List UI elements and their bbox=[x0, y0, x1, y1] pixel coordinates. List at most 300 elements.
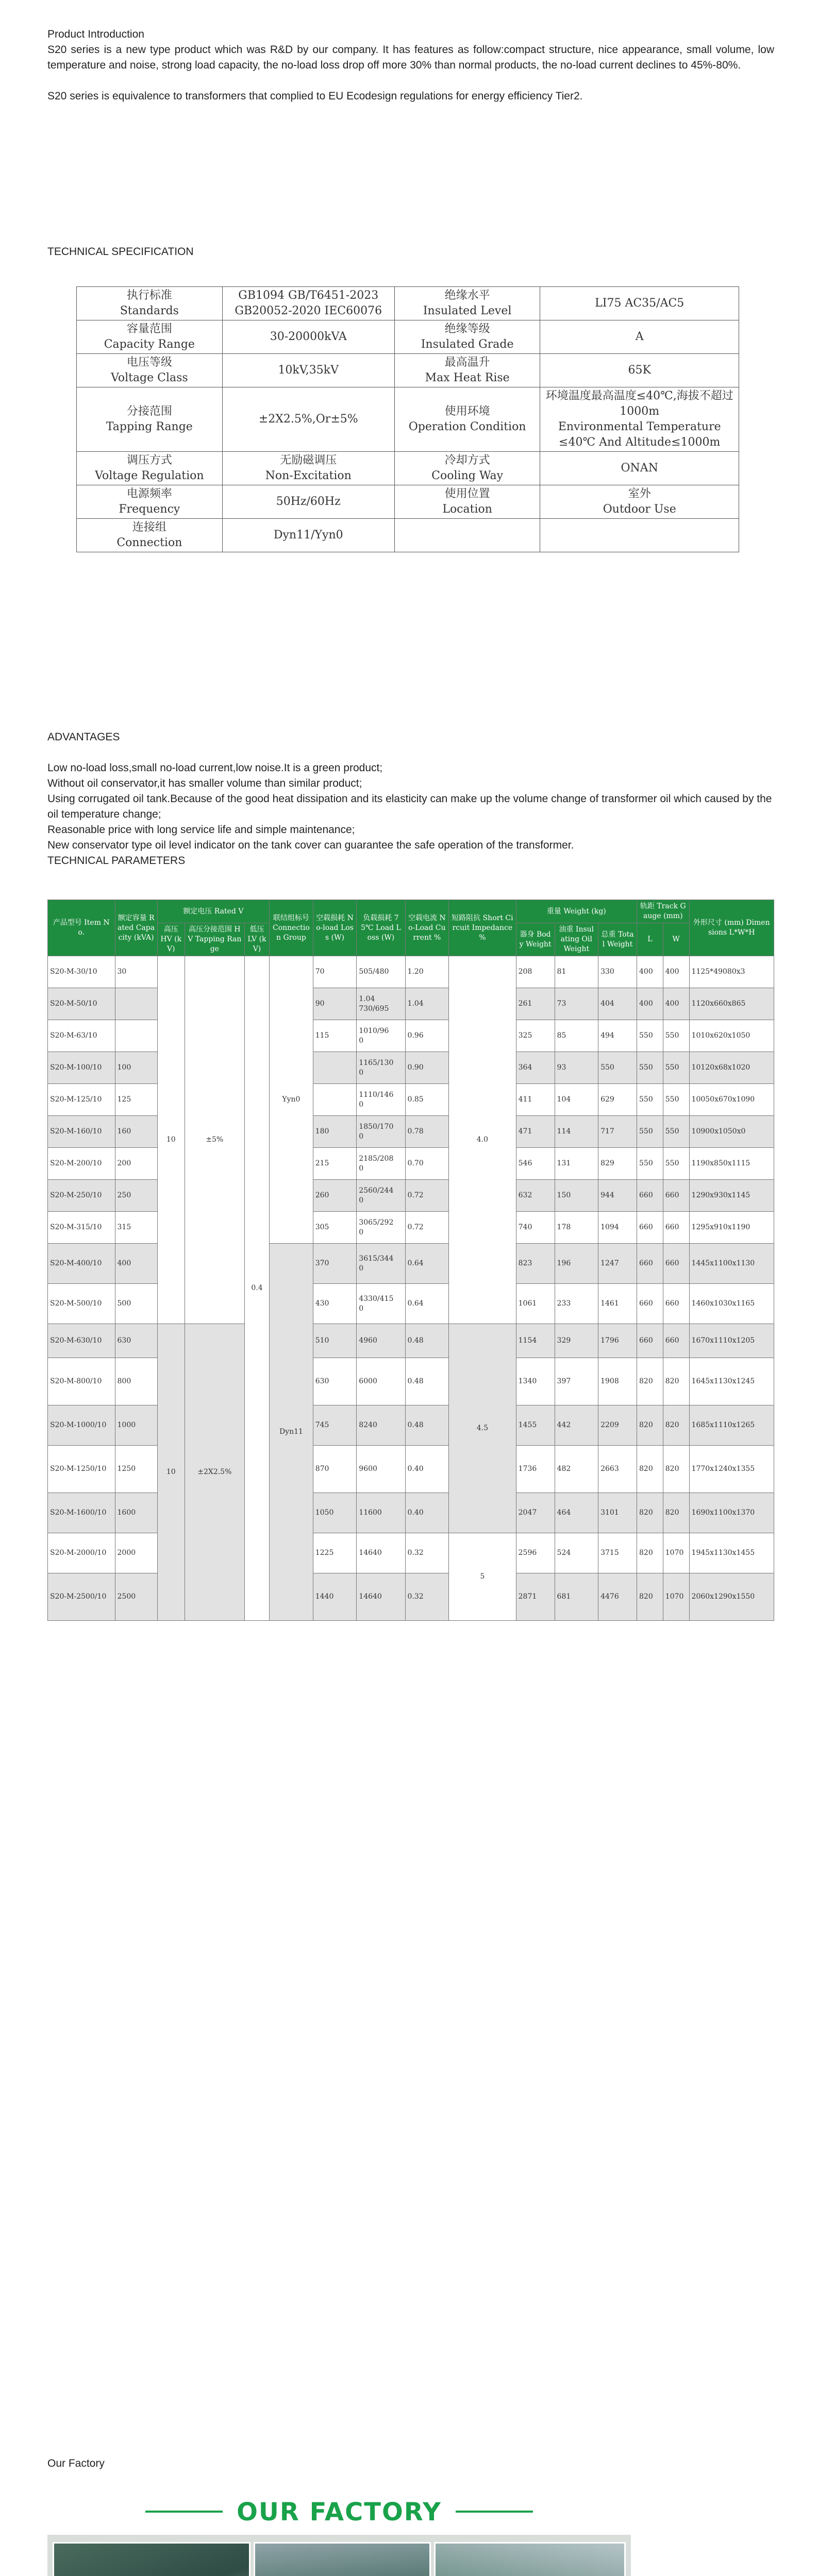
hv-tap-cell: ±5% bbox=[185, 956, 244, 1324]
head-dimensions: 外形尺寸 (mm) Dimensions L*W*H bbox=[689, 900, 774, 956]
spec-row bbox=[77, 452, 739, 485]
head-lv: 低压 LV (kV) bbox=[244, 923, 269, 956]
track-w-cell: 1070 bbox=[663, 1533, 689, 1573]
noload-loss-cell bbox=[313, 1052, 357, 1084]
noload-current-cell: 0.96 bbox=[405, 1020, 449, 1052]
body-weight-cell: 471 bbox=[516, 1116, 555, 1148]
track-w-cell: 550 bbox=[663, 1116, 689, 1148]
dimensions-cell: 1945x1130x1455 bbox=[689, 1533, 774, 1573]
capacity-cell: 1250 bbox=[115, 1446, 157, 1493]
spec-value: 30-20000kVA bbox=[222, 320, 394, 354]
oil-weight-cell: 681 bbox=[555, 1573, 598, 1621]
spec-value: A bbox=[540, 320, 739, 354]
params-row bbox=[48, 1116, 774, 1148]
dimensions-cell: 1190x850x1115 bbox=[689, 1148, 774, 1180]
load-loss-cell: 9600 bbox=[357, 1446, 405, 1493]
spec-row bbox=[77, 320, 739, 354]
total-weight-cell: 550 bbox=[598, 1052, 637, 1084]
track-l-cell: 820 bbox=[637, 1533, 663, 1573]
noload-current-cell: 0.64 bbox=[405, 1284, 449, 1324]
track-l-cell: 550 bbox=[637, 1148, 663, 1180]
body-weight-cell: 823 bbox=[516, 1244, 555, 1284]
load-loss-cell: 8240 bbox=[357, 1405, 405, 1446]
noload-current-cell: 0.64 bbox=[405, 1244, 449, 1284]
body-weight-cell: 1455 bbox=[516, 1405, 555, 1446]
advantages-title: ADVANTAGES bbox=[47, 731, 120, 743]
model-cell: S20-M-30/10 bbox=[48, 956, 115, 988]
noload-loss-cell: 1440 bbox=[313, 1573, 357, 1621]
params-title: TECHNICAL PARAMETERS bbox=[47, 855, 186, 867]
total-weight-cell: 404 bbox=[598, 988, 637, 1020]
body-weight-cell: 632 bbox=[516, 1180, 555, 1212]
factory-banner bbox=[47, 2488, 631, 2535]
spec-label: 电压等级 Voltage Class bbox=[77, 354, 223, 387]
noload-current-cell: 0.85 bbox=[405, 1084, 449, 1116]
track-l-cell: 400 bbox=[637, 988, 663, 1020]
spec-value: 65K bbox=[540, 354, 739, 387]
oil-weight-cell: 114 bbox=[555, 1116, 598, 1148]
load-loss-cell: 11600 bbox=[357, 1493, 405, 1533]
load-loss-cell: 2185/208 0 bbox=[357, 1148, 405, 1180]
model-cell: S20-M-160/10 bbox=[48, 1116, 115, 1148]
head-hv: 高压 HV (kV) bbox=[157, 923, 185, 956]
noload-current-cell: 0.70 bbox=[405, 1148, 449, 1180]
total-weight-cell: 1461 bbox=[598, 1284, 637, 1324]
total-weight-cell: 2209 bbox=[598, 1405, 637, 1446]
noload-current-cell: 0.48 bbox=[405, 1324, 449, 1358]
params-row bbox=[48, 1244, 774, 1284]
params-row bbox=[48, 1533, 774, 1573]
dimensions-cell: 1295x910x1190 bbox=[689, 1212, 774, 1244]
head-noload-loss: 空载损耗 No-load Loss (W) bbox=[313, 900, 357, 956]
track-w-cell: 550 bbox=[663, 1052, 689, 1084]
advantage-item: New conservator type oil level indicator on the tank cover can guarantee the safe operation of the transformer. bbox=[47, 839, 574, 851]
load-loss-cell: 1165/130 0 bbox=[357, 1052, 405, 1084]
oil-weight-cell: 329 bbox=[555, 1324, 598, 1358]
track-l-cell: 820 bbox=[637, 1573, 663, 1621]
head-connection: 联结组标号 Connection Group bbox=[270, 900, 313, 956]
track-l-cell: 550 bbox=[637, 1020, 663, 1052]
lv-cell: 0.4 bbox=[244, 956, 269, 1621]
params-row bbox=[48, 1324, 774, 1358]
spec-label: 分接范围 Tapping Range bbox=[77, 387, 223, 452]
spec-value: 室外 Outdoor Use bbox=[540, 485, 739, 519]
track-w-cell: 820 bbox=[663, 1405, 689, 1446]
noload-loss-cell: 370 bbox=[313, 1244, 357, 1284]
body-weight-cell: 2871 bbox=[516, 1573, 555, 1621]
track-l-cell: 400 bbox=[637, 956, 663, 988]
load-loss-cell: 3065/292 0 bbox=[357, 1212, 405, 1244]
params-row bbox=[48, 1405, 774, 1446]
track-l-cell: 660 bbox=[637, 1284, 663, 1324]
model-cell: S20-M-1000/10 bbox=[48, 1405, 115, 1446]
total-weight-cell: 2663 bbox=[598, 1446, 637, 1493]
total-weight-cell: 3715 bbox=[598, 1533, 637, 1573]
load-loss-cell: 1010/96 0 bbox=[357, 1020, 405, 1052]
track-w-cell: 400 bbox=[663, 988, 689, 1020]
spec-label: 使用位置 Location bbox=[394, 485, 540, 519]
dimensions-cell: 1120x660x865 bbox=[689, 988, 774, 1020]
total-weight-cell: 4476 bbox=[598, 1573, 637, 1621]
head-track-gauge: 轨距 Track Gauge (mm) bbox=[637, 900, 690, 923]
track-l-cell: 820 bbox=[637, 1405, 663, 1446]
spec-row bbox=[77, 387, 739, 452]
model-cell: S20-M-250/10 bbox=[48, 1180, 115, 1212]
model-cell: S20-M-800/10 bbox=[48, 1358, 115, 1405]
model-cell: S20-M-1250/10 bbox=[48, 1446, 115, 1493]
model-cell: S20-M-50/10 bbox=[48, 988, 115, 1020]
capacity-cell: 1000 bbox=[115, 1405, 157, 1446]
impedance-cell: 4.5 bbox=[449, 1324, 516, 1533]
head-total-weight: 总重 Total Weight bbox=[598, 923, 637, 956]
oil-weight-cell: 196 bbox=[555, 1244, 598, 1284]
load-loss-cell: 14640 bbox=[357, 1533, 405, 1573]
spec-row bbox=[77, 519, 739, 552]
params-table bbox=[47, 900, 774, 1621]
noload-current-cell: 0.72 bbox=[405, 1180, 449, 1212]
total-weight-cell: 1796 bbox=[598, 1324, 637, 1358]
spec-table bbox=[76, 286, 739, 552]
factory-banner-text: OUR FACTORY bbox=[237, 2498, 442, 2527]
body-weight-cell: 261 bbox=[516, 988, 555, 1020]
capacity-cell: 500 bbox=[115, 1284, 157, 1324]
head-load-loss: 负载损耗 75℃ Load Loss (W) bbox=[357, 900, 405, 956]
model-cell: S20-M-63/10 bbox=[48, 1020, 115, 1052]
dimensions-cell: 10900x1050x0 bbox=[689, 1116, 774, 1148]
body-weight-cell: 2047 bbox=[516, 1493, 555, 1533]
track-w-cell: 660 bbox=[663, 1180, 689, 1212]
noload-loss-cell: 90 bbox=[313, 988, 357, 1020]
noload-loss-cell: 115 bbox=[313, 1020, 357, 1052]
spec-label: 调压方式 Voltage Regulation bbox=[77, 452, 223, 485]
oil-weight-cell: 397 bbox=[555, 1358, 598, 1405]
total-weight-cell: 629 bbox=[598, 1084, 637, 1116]
head-rated-voltage: 额定电压 Rated V bbox=[157, 900, 269, 923]
params-row bbox=[48, 1020, 774, 1052]
capacity-cell bbox=[115, 988, 157, 1020]
track-w-cell: 660 bbox=[663, 1244, 689, 1284]
impedance-cell: 4.0 bbox=[449, 956, 516, 1324]
total-weight-cell: 3101 bbox=[598, 1493, 637, 1533]
noload-current-cell: 0.78 bbox=[405, 1116, 449, 1148]
capacity-cell: 200 bbox=[115, 1148, 157, 1180]
model-cell: S20-M-2000/10 bbox=[48, 1533, 115, 1573]
noload-current-cell: 0.32 bbox=[405, 1533, 449, 1573]
noload-current-cell: 1.04 bbox=[405, 988, 449, 1020]
model-cell: S20-M-400/10 bbox=[48, 1244, 115, 1284]
track-w-cell: 820 bbox=[663, 1358, 689, 1405]
total-weight-cell: 944 bbox=[598, 1180, 637, 1212]
model-cell: S20-M-200/10 bbox=[48, 1148, 115, 1180]
model-cell: S20-M-100/10 bbox=[48, 1052, 115, 1084]
total-weight-cell: 829 bbox=[598, 1148, 637, 1180]
track-w-cell: 820 bbox=[663, 1493, 689, 1533]
oil-weight-cell: 464 bbox=[555, 1493, 598, 1533]
factory-collage bbox=[47, 2488, 631, 2576]
dimensions-cell: 1125*49080x3 bbox=[689, 956, 774, 988]
body-weight-cell: 325 bbox=[516, 1020, 555, 1052]
hv-cell: 10 bbox=[157, 956, 185, 1324]
oil-weight-cell: 442 bbox=[555, 1405, 598, 1446]
capacity-cell: 250 bbox=[115, 1180, 157, 1212]
model-cell: S20-M-1600/10 bbox=[48, 1493, 115, 1533]
spec-label: 连接组 Connection bbox=[77, 519, 223, 552]
body-weight-cell: 740 bbox=[516, 1212, 555, 1244]
factory-photo-warehouse bbox=[434, 2542, 626, 2576]
body-weight-cell: 411 bbox=[516, 1084, 555, 1116]
dimensions-cell: 1670x1110x1205 bbox=[689, 1324, 774, 1358]
connection-cell: Yyn0 bbox=[270, 956, 313, 1244]
oil-weight-cell: 524 bbox=[555, 1533, 598, 1573]
body-weight-cell: 546 bbox=[516, 1148, 555, 1180]
advantage-item: Low no-load loss,small no-load current,low noise.It is a green product; bbox=[47, 762, 383, 774]
spec-value bbox=[540, 519, 739, 552]
dimensions-cell: 1770x1240x1355 bbox=[689, 1446, 774, 1493]
spec-value: ±2X2.5%,Or±5% bbox=[222, 387, 394, 452]
track-w-cell: 660 bbox=[663, 1284, 689, 1324]
track-w-cell: 1070 bbox=[663, 1573, 689, 1621]
load-loss-cell: 6000 bbox=[357, 1358, 405, 1405]
dimensions-cell: 1460x1030x1165 bbox=[689, 1284, 774, 1324]
noload-loss-cell: 1225 bbox=[313, 1533, 357, 1573]
head-body-weight: 器身 Body Weight bbox=[516, 923, 555, 956]
track-l-cell: 550 bbox=[637, 1084, 663, 1116]
factory-photo-assembly bbox=[254, 2542, 431, 2576]
head-impedance: 短路阻抗 Short Circuit Impedance % bbox=[449, 900, 516, 956]
spec-label: 使用环境 Operation Condition bbox=[394, 387, 540, 452]
noload-loss-cell: 745 bbox=[313, 1405, 357, 1446]
head-hv-tap: 高压分接范围 HV Tapping Range bbox=[185, 923, 244, 956]
body-weight-cell: 1736 bbox=[516, 1446, 555, 1493]
params-row bbox=[48, 1148, 774, 1180]
intro-paragraph: S20 series is a new type product which was R&D by our company. It has features as follow:compact structure, nice appearance, small volume, low temperature and noise, strong load capacity, the no-load loss drop off more 30% than normal products, the no-load current declines to 45%-80%. bbox=[47, 44, 774, 71]
track-w-cell: 550 bbox=[663, 1020, 689, 1052]
params-row bbox=[48, 1052, 774, 1084]
params-row bbox=[48, 1084, 774, 1116]
noload-loss-cell: 870 bbox=[313, 1446, 357, 1493]
oil-weight-cell: 150 bbox=[555, 1180, 598, 1212]
noload-loss-cell: 510 bbox=[313, 1324, 357, 1358]
track-l-cell: 550 bbox=[637, 1052, 663, 1084]
track-l-cell: 660 bbox=[637, 1324, 663, 1358]
noload-current-cell: 0.32 bbox=[405, 1573, 449, 1621]
capacity-cell: 630 bbox=[115, 1324, 157, 1358]
noload-loss-cell: 180 bbox=[313, 1116, 357, 1148]
oil-weight-cell: 85 bbox=[555, 1020, 598, 1052]
dimensions-cell: 10050x670x1090 bbox=[689, 1084, 774, 1116]
params-row bbox=[48, 1573, 774, 1621]
track-w-cell: 820 bbox=[663, 1446, 689, 1493]
dimensions-cell: 2060x1290x1550 bbox=[689, 1573, 774, 1621]
load-loss-cell: 2560/244 0 bbox=[357, 1180, 405, 1212]
total-weight-cell: 717 bbox=[598, 1116, 637, 1148]
body-weight-cell: 1154 bbox=[516, 1324, 555, 1358]
params-row bbox=[48, 1212, 774, 1244]
total-weight-cell: 330 bbox=[598, 956, 637, 988]
capacity-cell: 315 bbox=[115, 1212, 157, 1244]
track-w-cell: 660 bbox=[663, 1212, 689, 1244]
intro-paragraph-ecodesign: S20 series is equivalence to transformers that complied to EU Ecodesign regulations for energy efficiency Tier2. bbox=[47, 90, 583, 102]
spec-value: 环境温度最高温度≤40℃,海拔不超过1000m Environmental Temperature ≤40℃ And Altitude≤1000m bbox=[540, 387, 739, 452]
noload-current-cell: 0.48 bbox=[405, 1358, 449, 1405]
dimensions-cell: 1685x1110x1265 bbox=[689, 1405, 774, 1446]
capacity-cell bbox=[115, 1020, 157, 1052]
params-row bbox=[48, 1180, 774, 1212]
load-loss-cell: 1850/170 0 bbox=[357, 1116, 405, 1148]
noload-loss-cell: 430 bbox=[313, 1284, 357, 1324]
capacity-cell: 30 bbox=[115, 956, 157, 988]
load-loss-cell: 1110/146 0 bbox=[357, 1084, 405, 1116]
spec-value: 10kV,35kV bbox=[222, 354, 394, 387]
noload-loss-cell: 1050 bbox=[313, 1493, 357, 1533]
noload-current-cell: 0.40 bbox=[405, 1493, 449, 1533]
noload-loss-cell: 630 bbox=[313, 1358, 357, 1405]
spec-label: 容量范围 Capacity Range bbox=[77, 320, 223, 354]
intro-title: Product Introduction bbox=[47, 28, 144, 40]
load-loss-cell: 505/480 bbox=[357, 956, 405, 988]
noload-current-cell: 1.20 bbox=[405, 956, 449, 988]
oil-weight-cell: 104 bbox=[555, 1084, 598, 1116]
total-weight-cell: 1094 bbox=[598, 1212, 637, 1244]
track-l-cell: 820 bbox=[637, 1493, 663, 1533]
capacity-cell: 100 bbox=[115, 1052, 157, 1084]
head-capacity: 额定容量 Rated Capacity (kVA) bbox=[115, 900, 157, 956]
total-weight-cell: 1908 bbox=[598, 1358, 637, 1405]
spec-value: 无励磁调压 Non-Excitation bbox=[222, 452, 394, 485]
oil-weight-cell: 131 bbox=[555, 1148, 598, 1180]
oil-weight-cell: 233 bbox=[555, 1284, 598, 1324]
oil-weight-cell: 73 bbox=[555, 988, 598, 1020]
spec-value: 50Hz/60Hz bbox=[222, 485, 394, 519]
spec-label: 最高温升 Max Heat Rise bbox=[394, 354, 540, 387]
oil-weight-cell: 178 bbox=[555, 1212, 598, 1244]
load-loss-cell: 4330/415 0 bbox=[357, 1284, 405, 1324]
body-weight-cell: 1061 bbox=[516, 1284, 555, 1324]
head-weight: 重量 Weight (kg) bbox=[516, 900, 637, 923]
head-track-l: L bbox=[637, 923, 663, 956]
track-l-cell: 660 bbox=[637, 1212, 663, 1244]
dimensions-cell: 1645x1130x1245 bbox=[689, 1358, 774, 1405]
body-weight-cell: 364 bbox=[516, 1052, 555, 1084]
params-row bbox=[48, 1493, 774, 1533]
capacity-cell: 1600 bbox=[115, 1493, 157, 1533]
track-w-cell: 400 bbox=[663, 956, 689, 988]
dimensions-cell: 10120x68x1020 bbox=[689, 1052, 774, 1084]
noload-loss-cell: 215 bbox=[313, 1148, 357, 1180]
head-oil-weight: 油重 Insulating Oil Weight bbox=[555, 923, 598, 956]
dimensions-cell: 1445x1100x1130 bbox=[689, 1244, 774, 1284]
noload-current-cell: 0.48 bbox=[405, 1405, 449, 1446]
noload-loss-cell: 70 bbox=[313, 956, 357, 988]
load-loss-cell: 3615/344 0 bbox=[357, 1244, 405, 1284]
spec-row bbox=[77, 485, 739, 519]
head-track-w: W bbox=[663, 923, 689, 956]
capacity-cell: 800 bbox=[115, 1358, 157, 1405]
body-weight-cell: 208 bbox=[516, 956, 555, 988]
noload-loss-cell: 305 bbox=[313, 1212, 357, 1244]
spec-value: GB1094 GB/T6451-2023 GB20052-2020 IEC60076 bbox=[222, 287, 394, 320]
advantages bbox=[47, 730, 774, 869]
body-weight-cell: 2596 bbox=[516, 1533, 555, 1573]
spec-label: 冷却方式 Cooling Way bbox=[394, 452, 540, 485]
dimensions-cell: 1690x1100x1370 bbox=[689, 1493, 774, 1533]
oil-weight-cell: 93 bbox=[555, 1052, 598, 1084]
total-weight-cell: 494 bbox=[598, 1020, 637, 1052]
spec-value: ONAN bbox=[540, 452, 739, 485]
dimensions-cell: 1010x620x1050 bbox=[689, 1020, 774, 1052]
spec-label: 电源频率 Frequency bbox=[77, 485, 223, 519]
hv-cell: 10 bbox=[157, 1324, 185, 1621]
oil-weight-cell: 482 bbox=[555, 1446, 598, 1493]
track-l-cell: 550 bbox=[637, 1116, 663, 1148]
params-row bbox=[48, 1358, 774, 1405]
load-loss-cell: 14640 bbox=[357, 1573, 405, 1621]
load-loss-cell: 4960 bbox=[357, 1324, 405, 1358]
model-cell: S20-M-500/10 bbox=[48, 1284, 115, 1324]
load-loss-cell: 1.04 730/695 bbox=[357, 988, 405, 1020]
advantage-item: Without oil conservator,it has smaller volume than similar product; bbox=[47, 777, 362, 789]
params-row bbox=[48, 956, 774, 988]
factory-title: Our Factory bbox=[47, 2458, 105, 2469]
model-cell: S20-M-630/10 bbox=[48, 1324, 115, 1358]
impedance-cell: 5 bbox=[449, 1533, 516, 1621]
model-cell: S20-M-125/10 bbox=[48, 1084, 115, 1116]
advantage-item: Reasonable price with long service life and simple maintenance; bbox=[47, 824, 355, 836]
spec-label: 绝缘等级 Insulated Grade bbox=[394, 320, 540, 354]
params-row bbox=[48, 1284, 774, 1324]
spec-row bbox=[77, 287, 739, 320]
capacity-cell: 400 bbox=[115, 1244, 157, 1284]
body-weight-cell: 1340 bbox=[516, 1358, 555, 1405]
spec-label: 执行标准 Standards bbox=[77, 287, 223, 320]
advantage-item: Using corrugated oil tank.Because of the good heat dissipation and its elasticity can make up the volume change of transformer oil which caused by the oil temperature change; bbox=[47, 793, 772, 820]
track-w-cell: 550 bbox=[663, 1084, 689, 1116]
hv-tap-cell: ±2X2.5% bbox=[185, 1324, 244, 1621]
spec-title: TECHNICAL SPECIFICATION bbox=[47, 246, 194, 258]
banner-rule-right bbox=[456, 2511, 533, 2513]
noload-loss-cell bbox=[313, 1084, 357, 1116]
spec-label bbox=[394, 519, 540, 552]
dimensions-cell: 1290x930x1145 bbox=[689, 1180, 774, 1212]
product-introduction bbox=[47, 27, 774, 104]
track-l-cell: 660 bbox=[637, 1180, 663, 1212]
oil-weight-cell: 81 bbox=[555, 956, 598, 988]
track-w-cell: 550 bbox=[663, 1148, 689, 1180]
head-model: 产品型号 Item No. bbox=[48, 900, 115, 956]
noload-loss-cell: 260 bbox=[313, 1180, 357, 1212]
factory-photo-workshop bbox=[53, 2542, 251, 2576]
spec-value: LI75 AC35/AC5 bbox=[540, 287, 739, 320]
capacity-cell: 2500 bbox=[115, 1573, 157, 1621]
spec-row bbox=[77, 354, 739, 387]
total-weight-cell: 1247 bbox=[598, 1244, 637, 1284]
spec-label: 绝缘水平 Insulated Level bbox=[394, 287, 540, 320]
track-l-cell: 660 bbox=[637, 1244, 663, 1284]
head-noload-current: 空载电流 No-Load Current % bbox=[405, 900, 449, 956]
noload-current-cell: 0.40 bbox=[405, 1446, 449, 1493]
model-cell: S20-M-315/10 bbox=[48, 1212, 115, 1244]
track-l-cell: 820 bbox=[637, 1358, 663, 1405]
track-l-cell: 820 bbox=[637, 1446, 663, 1493]
capacity-cell: 2000 bbox=[115, 1533, 157, 1573]
params-row bbox=[48, 988, 774, 1020]
spec-value: Dyn11/Yyn0 bbox=[222, 519, 394, 552]
track-w-cell: 660 bbox=[663, 1324, 689, 1358]
capacity-cell: 160 bbox=[115, 1116, 157, 1148]
connection-cell: Dyn11 bbox=[270, 1244, 313, 1621]
model-cell: S20-M-2500/10 bbox=[48, 1573, 115, 1621]
noload-current-cell: 0.72 bbox=[405, 1212, 449, 1244]
